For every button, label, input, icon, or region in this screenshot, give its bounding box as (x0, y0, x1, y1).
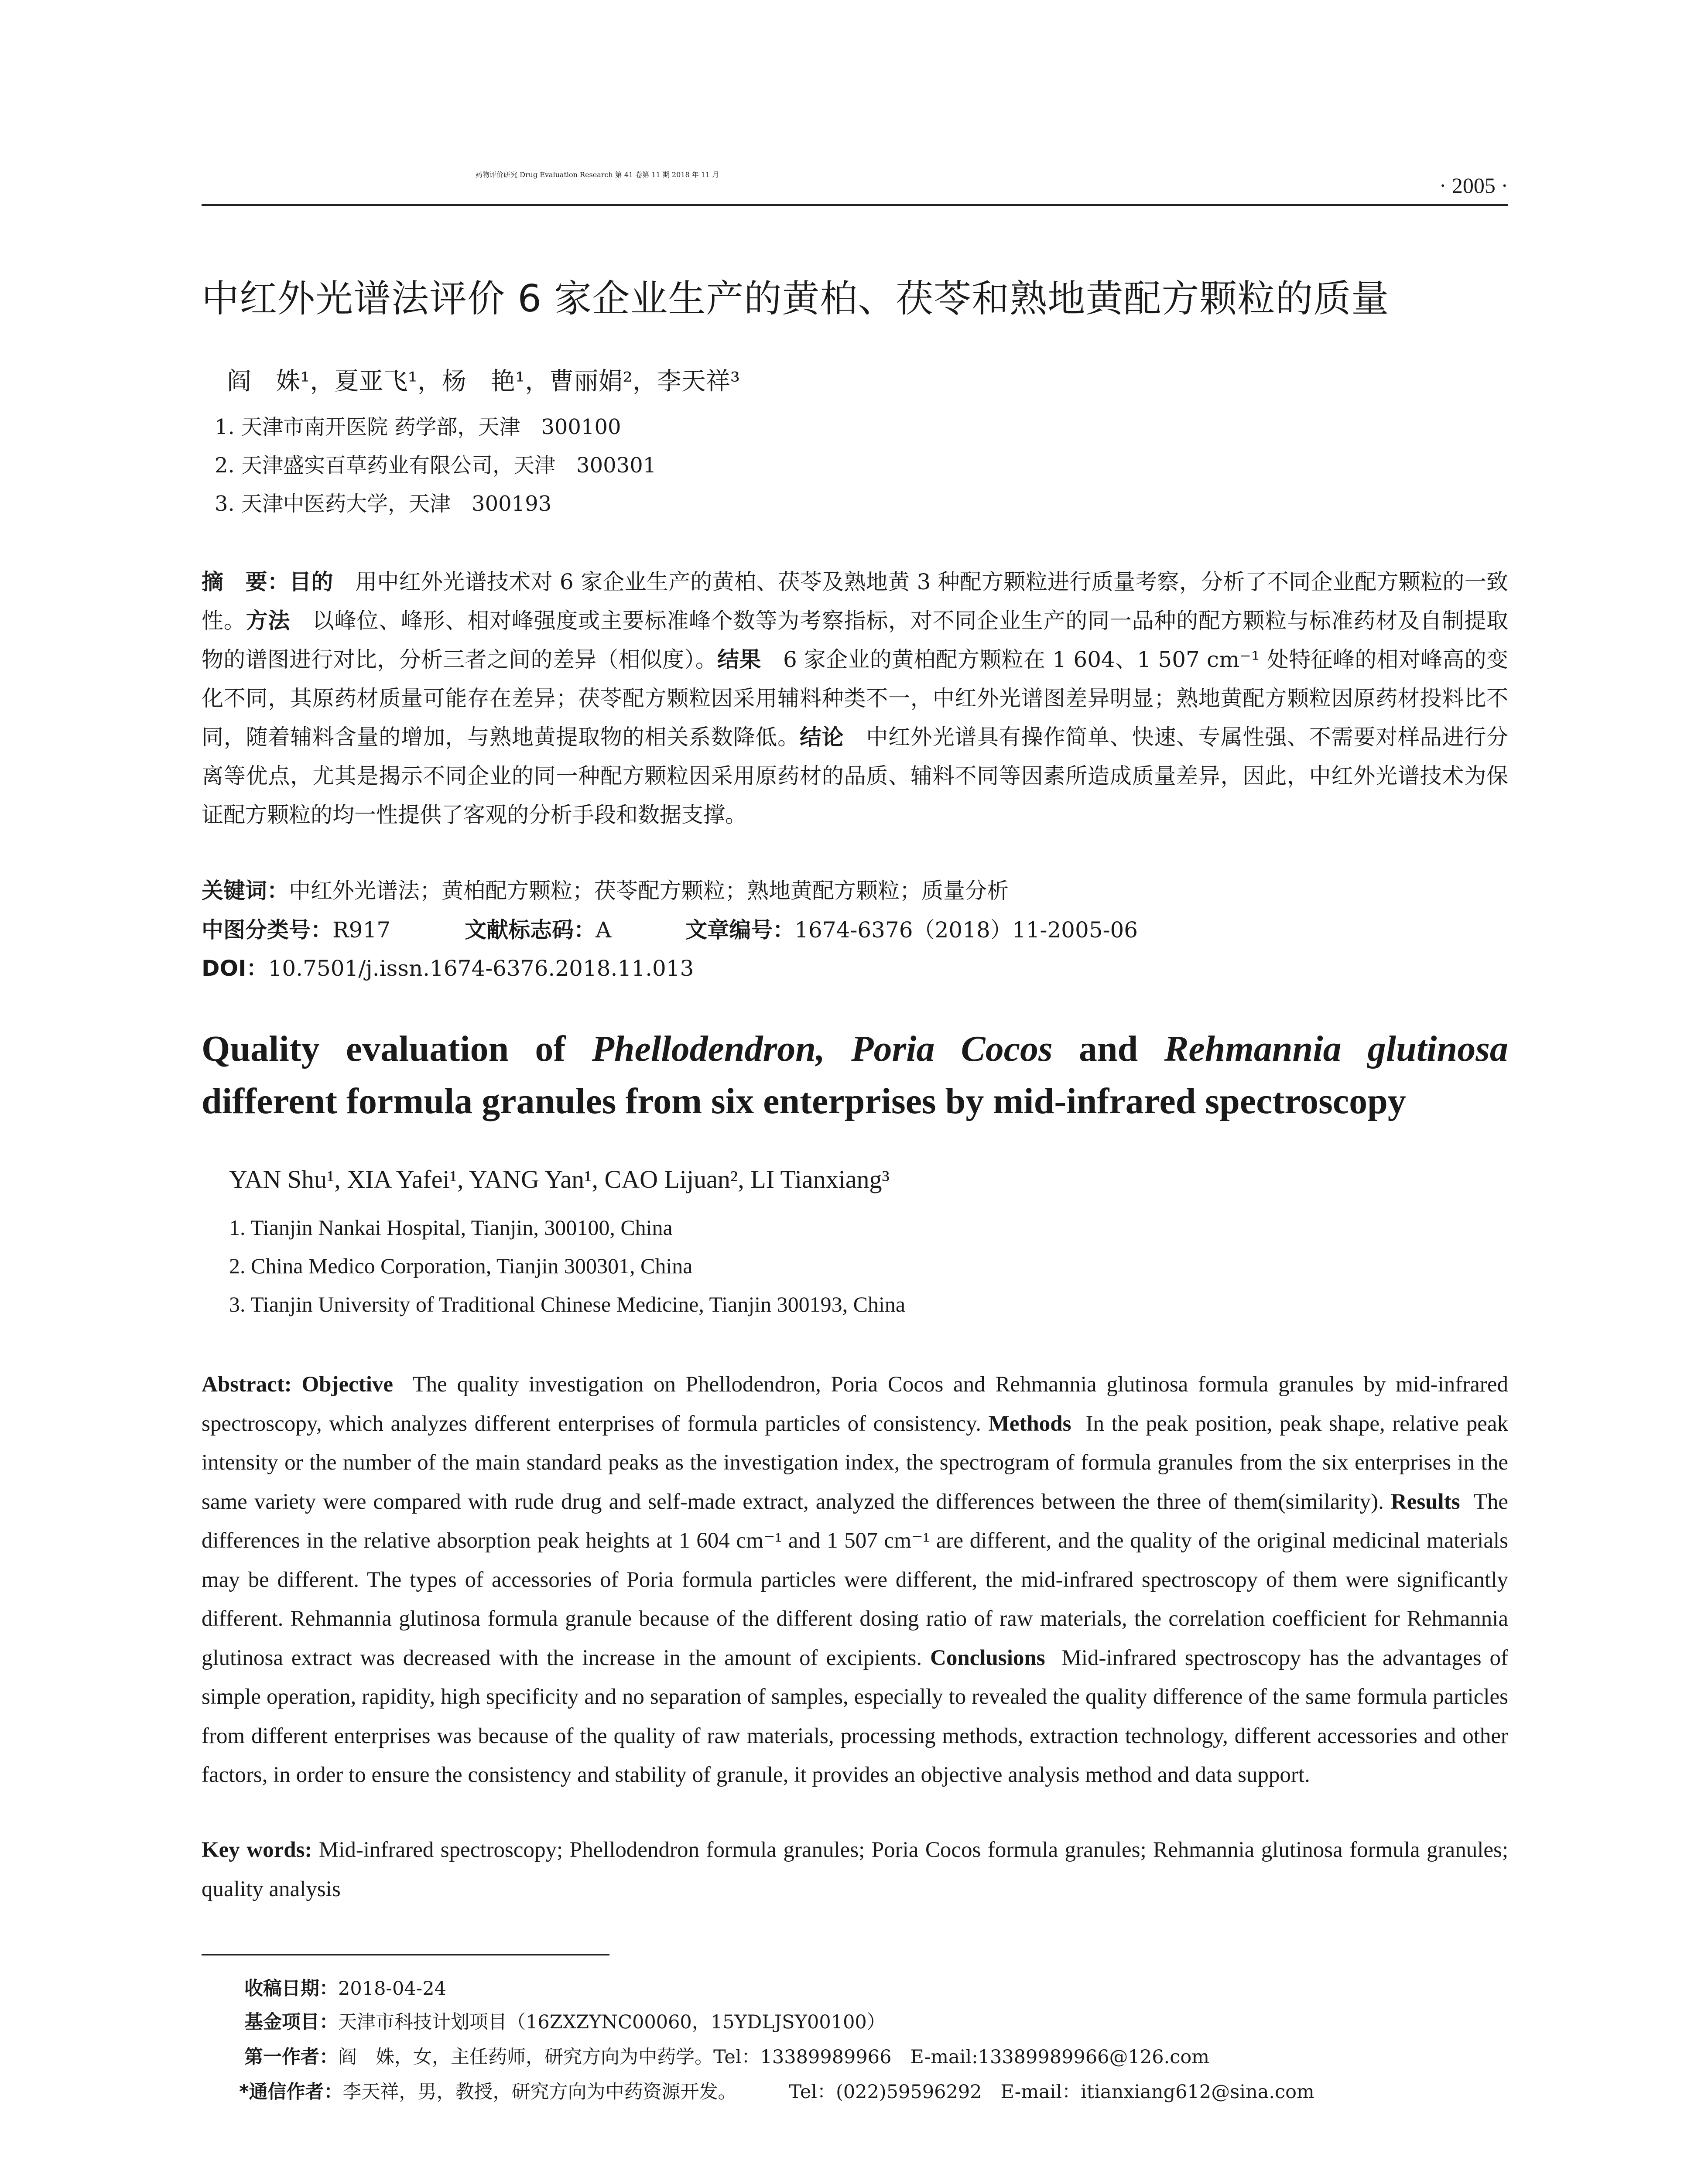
journal-logo: 药物评价研究 (476, 171, 518, 179)
en-affiliation-3: 3. Tianjin University of Traditional Chinese Medicine, Tianjin 300193, China (229, 1292, 906, 1316)
en-methods-text: In the peak position, peak shape, relative peak intensity or the number of the main standard peaks as the investigation index, the spectrogram of formula granules from the six enterprises in the same variety were compared with rude drug and self-made extract, analyzed the differences between the three of them(similarity). (202, 1411, 1508, 1514)
doi-label: DOI： (202, 956, 268, 981)
cn-affiliation-1: 1. 天津市南开医院 药学部，天津 300100 (215, 415, 621, 439)
en-title (202, 1023, 1508, 1128)
cn-conclusion-label: 结论 (799, 725, 844, 750)
footnote-rule (202, 1954, 609, 1955)
en-results-label: Results (1390, 1489, 1460, 1514)
doi-line (202, 951, 694, 982)
en-keywords-text: Mid-infrared spectroscopy; Phellodendron formula granules; Poria Cocos formula granules; Rehmannia glutinosa formula granules; quality analysis (202, 1838, 1509, 1901)
cn-objective-text: 用中红外光谱技术对 6 家企业生产的黄柏、茯苓及熟地黄 3 种配方颗粒进行质量考察，分析了不同企业配方颗粒的一致性。 (202, 569, 1508, 633)
en-methods-label: Methods (988, 1411, 1071, 1436)
cn-title: 中红外光谱法评价 6 家企业生产的黄柏、茯苓和熟地黄配方颗粒的质量 (202, 277, 1390, 321)
first-author-label: 第一作者： (244, 2046, 338, 2068)
cn-abstract-label: 摘 要： (202, 569, 290, 595)
corresponding-label: *通信作者： (239, 2081, 343, 2103)
article-no-label: 文章编号： (685, 917, 795, 943)
en-affiliation-2: 2. China Medico Corporation, Tianjin 300301, China (229, 1254, 693, 1278)
footnote-received (244, 1974, 446, 2000)
cn-keywords-label: 关键词： (202, 878, 289, 903)
en-objective-text: The quality investigation on Phellodendron, Poria Cocos and Rehmannia glutinosa formula granules by mid-infrared spectroscopy, which analyzes different enterprises of formula particles of consistency. (202, 1372, 1508, 1436)
en-authors: YAN Shu¹, XIA Yafei¹, YANG Yan¹, CAO Lijuan², LI Tianxiang³ (229, 1165, 890, 1193)
cn-results-label: 结果 (717, 647, 761, 672)
footnote-corresponding (239, 2077, 1314, 2104)
cn-methods-text: 以峰位、峰形、相对峰强度或主要标准峰个数等为考察指标，对不同企业生产的同一品种的配方颗粒与标准药材及自制提取物的谱图进行对比，分析三者之间的差异（相似度）。 (202, 608, 1509, 672)
issue-info: 第 41 卷第 11 期 2018 年 11 月 (615, 171, 719, 179)
header-rule (202, 204, 1508, 206)
en-affiliation-1: 1. Tianjin Nankai Hospital, Tianjin, 300100, China (229, 1215, 673, 1240)
doi-value: 10.7501/j.issn.1674-6376.2018.11.013 (268, 956, 694, 981)
cn-classification (202, 913, 1138, 944)
en-conclusions-text: Mid-infrared spectroscopy has the advantages of simple operation, rapidity, high specificity and no separation of samples, especially to revealed the quality difference of the same formula particles from different enterprises was because of the quality of raw materials, processing methods, extraction technology, different accessories and other factors, in order to ensure the consistency and stability of granule, it provides an objective analysis method and data support. (202, 1645, 1509, 1787)
en-title-word: of (535, 1029, 566, 1069)
running-header (476, 169, 719, 179)
en-title-word: Quality (202, 1029, 320, 1069)
footnote-fund (244, 2007, 886, 2034)
received-date: 2018-04-24 (338, 1978, 446, 2000)
en-title-line-1 (202, 1023, 1508, 1075)
cn-keywords-text: 中红外光谱法；黄柏配方颗粒；茯苓配方颗粒；熟地黄配方颗粒；质量分析 (289, 878, 1009, 903)
en-conclusions-label: Conclusions (930, 1645, 1045, 1670)
en-title-line-2: different formula granules from six enterprises by mid-infrared spectroscopy (202, 1081, 1406, 1121)
en-keywords-label: Key words: (202, 1838, 312, 1862)
en-title-word: glutinosa (1367, 1029, 1508, 1069)
page-number: · 2005 · (1439, 173, 1508, 198)
cn-conclusion-text: 中红外光谱具有操作简单、快速、专属性强、不需要对样品进行分离等优点，尤其是揭示不同企业的同一种配方颗粒因采用原药材的品质、辅料不同等因素所造成质量差异，因此，中红外光谱技术为保证配方颗粒的均一性提供了客观的分析手段和数据支撑。 (202, 725, 1509, 827)
en-title-word: Rehmannia (1164, 1029, 1342, 1069)
en-objective-label: Objective (301, 1372, 394, 1397)
received-label: 收稿日期： (244, 1978, 338, 2000)
en-title-word: Cocos (961, 1029, 1053, 1069)
first-author-text: 阎 姝，女，主任药师，研究方向为中药学。Tel：13389989966 E-mail:13389989966@126.com (338, 2046, 1210, 2068)
cn-abstract (202, 563, 1508, 834)
article-no-value: 1674-6376（2018）11-2005-06 (794, 917, 1138, 943)
cn-authors: 阎 姝¹，夏亚飞¹，杨 艳¹，曹丽娟²，李天祥³ (227, 367, 740, 396)
fund-text: 天津市科技计划项目（16ZXZYNC00060，15YDLJSY00100） (338, 2011, 886, 2033)
en-title-word: evaluation (346, 1029, 509, 1069)
clc-value: R917 (332, 917, 391, 943)
cn-affiliation-2: 2. 天津盛实百草药业有限公司，天津 300301 (215, 453, 657, 478)
doc-code-label: 文献标志码： (465, 917, 596, 943)
footnote-first-author (244, 2042, 1209, 2069)
en-title-word: and (1078, 1029, 1138, 1069)
en-abstract-label: Abstract: (202, 1372, 292, 1397)
cn-objective-label: 目的 (289, 569, 333, 595)
doc-code-value: A (596, 917, 612, 943)
corresponding-text: 李天祥，男，教授，研究方向为中药资源开发。 (342, 2081, 737, 2103)
cn-affiliation-3: 3. 天津中医药大学，天津 300193 (215, 492, 552, 516)
en-results-text: The differences in the relative absorption peak heights at 1 604 cm⁻¹ and 1 507 cm⁻¹ are different, and the quality of the original medicinal materials may be different. The types of accessories of Poria formula particles were different, the mid-infrared spectroscopy of them were significantly different. Rehmannia glutinosa formula granule because of the different dosing ratio of raw materials, the correlation coefficient for Rehmannia glutinosa extract was decreased with the increase in the amount of excipients. (202, 1489, 1508, 1670)
cn-keywords (202, 873, 1009, 905)
corresponding-contact: Tel：(022)59596292 E-mail：itianxiang612@sina.com (789, 2081, 1314, 2103)
cn-methods-label: 方法 (246, 608, 291, 633)
en-keywords (202, 1831, 1508, 1909)
en-title-word: Poria (851, 1029, 935, 1069)
en-title-word: Phellodendron, (592, 1029, 825, 1069)
en-abstract (202, 1365, 1508, 1795)
cn-results-text: 6 家企业的黄柏配方颗粒在 1 604、1 507 cm⁻¹ 处特征峰的相对峰高的变化不同，其原药材质量可能存在差异；茯苓配方颗粒因采用辅料种类不一，中红外光谱图差异明显；熟地黄配方颗粒因原药材投料比不同，随着辅料含量的增加，与熟地黄提取物的相关系数降低。 (202, 647, 1509, 750)
fund-label: 基金项目： (244, 2011, 338, 2033)
journal-name: Drug Evaluation Research (520, 171, 613, 179)
clc-label: 中图分类号： (202, 917, 332, 943)
